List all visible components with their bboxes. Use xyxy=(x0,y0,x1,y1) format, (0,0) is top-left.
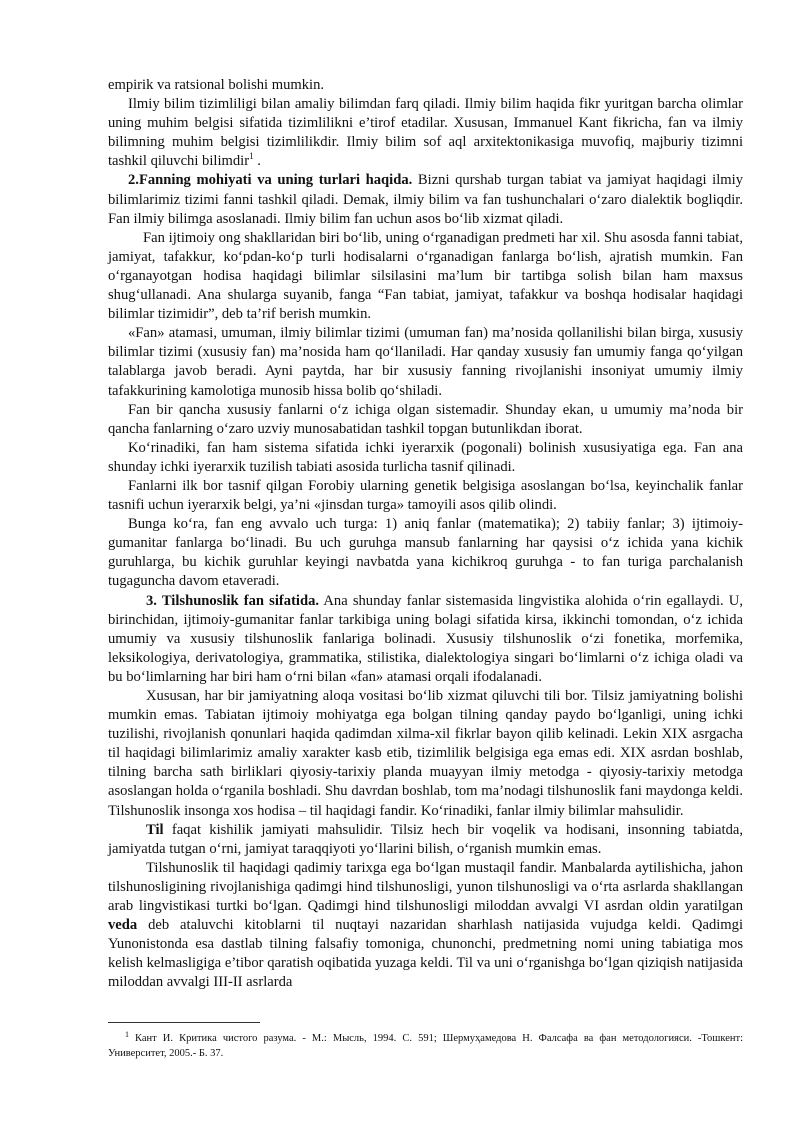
paragraph-6 xyxy=(108,439,743,477)
paragraph-11 xyxy=(108,821,743,859)
section-heading-3: 3. Tilshunoslik fan sifatida. xyxy=(146,592,320,609)
bold-term: veda xyxy=(108,917,138,934)
text: Bunga ko‘ra, fan eng avvalo uch turga: 1) aniq fanlar (matematika); 2) tabiiy fanlar; 3) ijtimoiy-gumanitar fanlarga bo‘linadi. Bu uch guruhga mansub fanlarning har qaysisi o‘z ichida yana kichik guruhlarga, bu kichik guruhlar keyingi navbatda yana kichikroq guruhga - to fan turiga parchalanish tugaguncha davom etaveradi. xyxy=(108,516,743,590)
paragraph-3 xyxy=(108,229,743,324)
footnote-text: Кант И. Критика чистого разума. - М.: Мысль, 1994. С. 591; Шермуҳамедова Н. Фалсафа ва фан методологияси. -Тошкент: Университет, 2005.- Б. 37. xyxy=(108,1033,743,1059)
text: Fan ijtimoiy ong shakllaridan biri bo‘lib, uning o‘rganadigan predmeti har xil. Shu asosda fanni tabiat, jamiyat, tafakkur, ko‘pdan-ko‘p turli hodisalarni o‘rganadigan fanlarga bo‘lish, ajratish mumkin. Fan o‘rganayotgan hodisa haqidagi bilimlar silsilasini ma’lum bir tartibga solish bilan ham maxsus shug‘ullanadi. Ana shularga suyanib, fanga “Fan tabiat, jamiyat, tafakkur va boshqa hodisalar haqidagi bilimlar tizimidir”, deb ta’rif berish mumkin. xyxy=(108,229,743,323)
paragraph-8 xyxy=(108,515,743,591)
page-body xyxy=(108,76,743,993)
paragraph-0 xyxy=(108,76,743,95)
text: Fanlarni ilk bor tasnif qilgan Forobiy ularning genetik belgisiga asoslangan bo‘lsa, keyinchalik fanlar tasnifi uchun iyerarxik belgi, ya’ni «jinsdan turga» tamoyili asos qilib olindi. xyxy=(108,477,743,514)
paragraph-12 xyxy=(108,859,743,993)
text: faqat kishilik jamiyati mahsulidir. Tilsiz hech bir voqelik va hodisani, insonning tabiatda, jamiyatda tutgan o‘rni, jamiyat taraqqiyoti yo‘llarini bilish, o‘rganish mumkin emas. xyxy=(108,821,743,857)
text: «Fan» atamasi, umuman, ilmiy bilimlar tizimi (umuman fan) ma’nosida qollanilishi bilan birga, xususiy bilimlar tizimi (xususiy fan) ma’nosida ham qo‘llaniladi. Har qanday xususiy fan umumiy fanga qo‘yilgan talablarga javob beradi. Ayni paytda, har bir xususiy fanning rivojlanishi insoniyat umumiy ilmiy tafakkurining kamolotiga munosib hissa bolib qo‘shiladi. xyxy=(108,325,743,399)
paragraph-2 xyxy=(108,171,743,228)
text: Ko‘rinadiki, fan ham sistema sifatida ichki iyerarxik (pogonali) bolinish xususiyatiga ega. Fan ana shunday ichki iyerarxik tuzilish tabiati asosida turlicha tasnif qilinadi. xyxy=(108,439,743,475)
footnote xyxy=(108,1031,743,1061)
footnote-ref: 1 xyxy=(249,151,254,162)
footnote-mark: 1 xyxy=(125,1029,129,1039)
text: Tilshunoslik til haqidagi qadimiy tarixga ega bo‘lgan mustaqil fandir. Manbalarda aytilishicha, jahon tilshunosligining rivojlanishiga qadimgi hind tilshunosligi, yunon tilshunosligi va o‘rta asrlarda shakllangan arab lingvistikasi turtki bo‘lgan. Qadimgi hind tilshunosligi miloddan avvalgi VI asrdan oldin yaratilgan xyxy=(108,859,743,915)
text: empirik va ratsional bolishi mumkin. xyxy=(108,77,325,93)
paragraph-5 xyxy=(108,401,743,439)
text: . xyxy=(253,153,261,170)
paragraph-9 xyxy=(108,592,743,687)
paragraph-1 xyxy=(108,95,743,171)
text: Xususan, har bir jamiyatning aloqa vositasi bo‘lib xizmat qiluvchi tili bor. Tilsiz jamiyatning bolishi mumkin emas. Tabiatan ijtimoiy mohiyatga ega bolgan tilning qanday paydo bo‘lganligi, uning ichki tuzilishi, rivojlanish qonunlari haqida qadimdan xilma-xil fikrlar bayon qilib kelinadi. Lekin XIX asrgacha til haqidagi bilimlarimiz amaliy xarakter kasb etib, tizimlilik belgisiga ega emas edi. XIX asrdan boshlab, tilning barcha sath birliklari qiyosiy-tarixiy planda muayyan ilmiy metodga - qiyosiy-tarixiy metodga asoslangan holda o‘rganila boshladi. Shu davrdan boshlab, tom ma’nodagi tilshunoslik fani maydonga keldi. Tilshunoslik insonga xos hodisa – til haqidagi fandir. Ko‘rinadiki, fanlar ilmiy bilimlar mahsulidir. xyxy=(108,688,743,819)
text: Ana shunday fanlar sistemasida lingvistika alohida o‘rin egallaydi. U, birinchidan, ijtimoiy-gumanitar fanlar tarkibiga uning bolagi sifatida kirsa, ikkinchi tomondan, o‘z ichida umumiy va xususiy tilshunoslik fanlariga bolinadi. Xususiy tilshunoslik o‘zi fonetika, morfemika, leksikologiya, derivatologiya, grammatika, stilistika, dialektologiya singari bo‘limlarni o‘z ichiga oladi va bu bo‘limlarning har biri ham o‘rni bilan «fan» atamasi orqali ifodalanadi. xyxy=(108,592,743,685)
paragraph-7 xyxy=(108,477,743,515)
paragraph-10 xyxy=(108,687,743,821)
footnote-divider xyxy=(108,1022,260,1023)
paragraph-4 xyxy=(108,324,743,400)
section-heading-2: 2.Fanning mohiyati va uning turlari haqida. xyxy=(128,172,413,189)
text: deb ataluvchi kitoblarni til nuqtayi nazaridan sharhlash natijasida vujudga keldi. Qadimgi Yunonistonda esa dastlab tilning falsafiy tomoniga, chunonchi, predmetning nomi uning tabiatiga mos kelish kelmasligiga e’tibor qaratish oqibatida yuzaga keldi. Til va uni o‘rganishga bo‘lgan qiziqish natijasida miloddan avvalgi III-II asrlarda xyxy=(108,917,743,991)
bold-term: Til xyxy=(146,821,164,838)
text: Bizni qurshab turgan tabiat va jamiyat haqidagi ilmiy bilimlarimiz tizimi fanni tashkil qiladi. Demak, ilmiy bilim va fan tushunchalari o‘zaro dialektik bogliqdir. Fan ilmiy bilimga asoslanadi. Ilmiy bilim fan uchun asos bo‘lib xizmat qiladi. xyxy=(108,172,743,227)
text: Ilmiy bilim tizimliligi bilan amaliy bilimdan farq qiladi. Ilmiy bilim haqida fikr yuritgan barcha olimlar uning muhim belgisi sifatida tizimlilikni e’tirof etadilar. Xususan, Immanuel Kant fikricha, fan va ilmiy bilimning muhim belgisi tizimlilikdir. Ilmiy bilim sof aql arxitektonikasiga muvofiq, majburiy tizimni tashkil qiluvchi bilimdir xyxy=(108,96,743,170)
text: Fan bir qancha xususiy fanlarni o‘z ichiga olgan sistemadir. Shunday ekan, u umumiy ma’noda bir qancha fanlarning o‘zaro uzviy munosabatidan tashkil topgan butunlikdan iborat. xyxy=(108,401,743,437)
